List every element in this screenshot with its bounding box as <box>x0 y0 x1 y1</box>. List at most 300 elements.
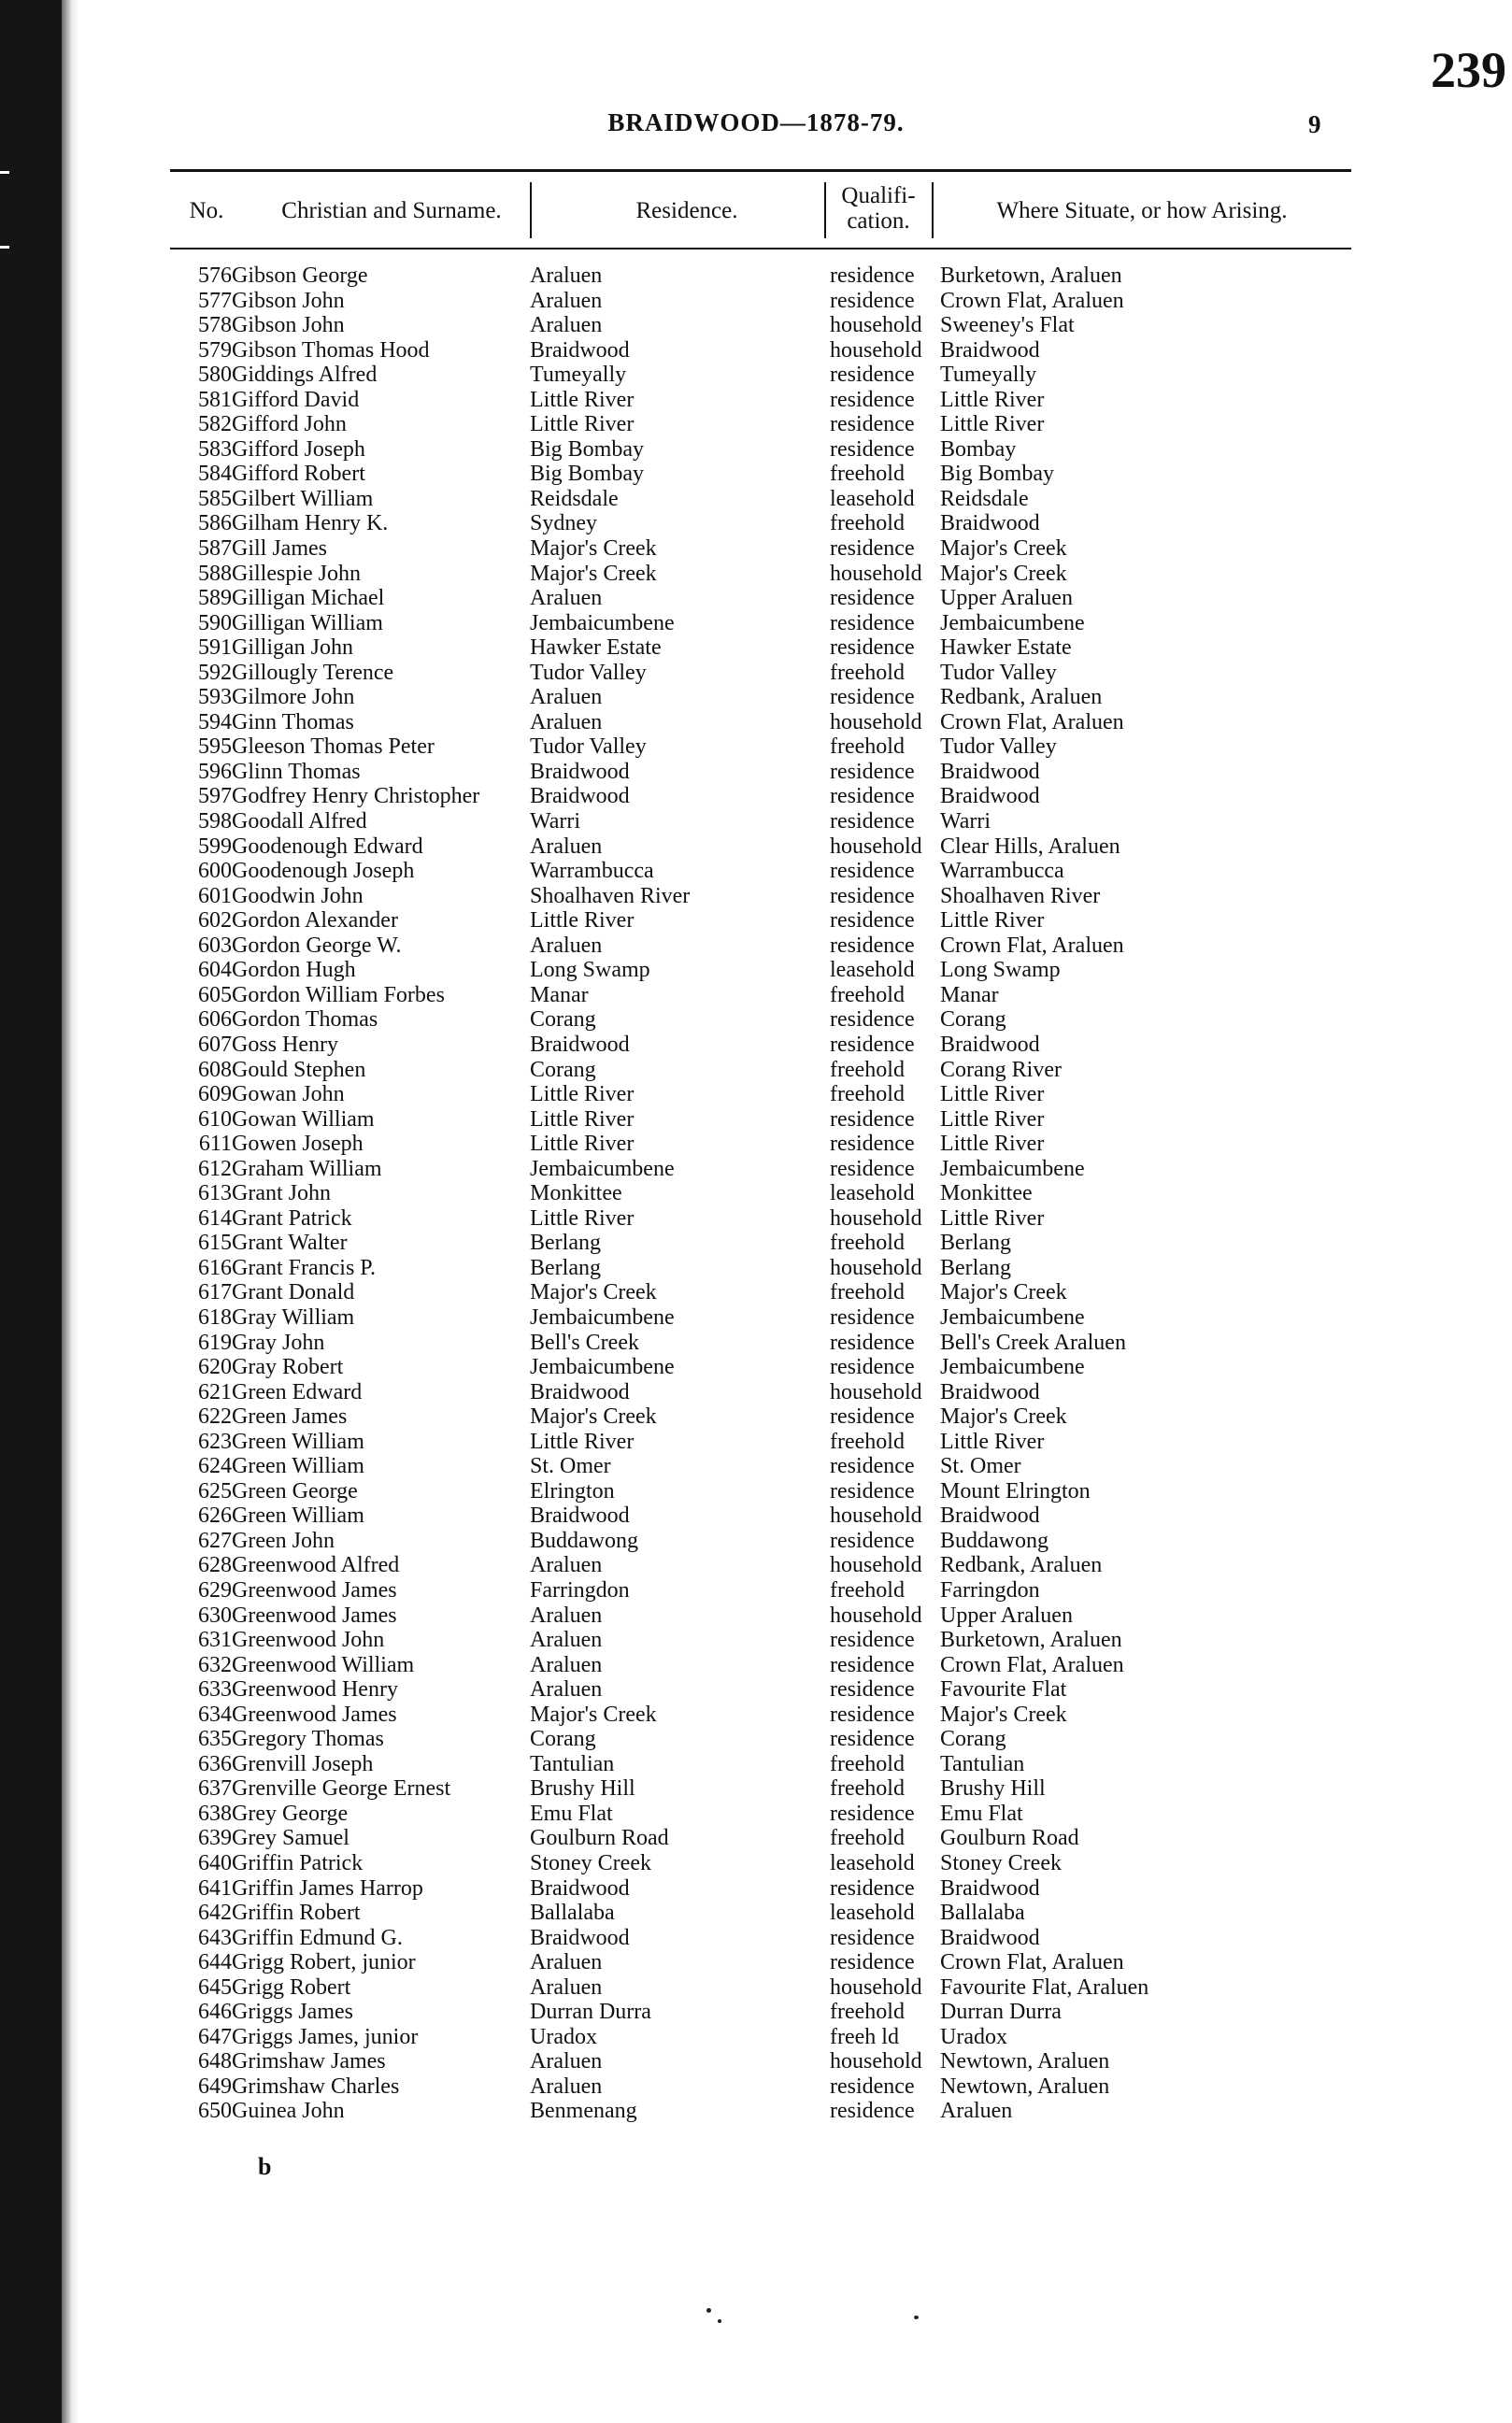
entry-qualification: leasehold <box>830 1181 915 1206</box>
table-row <box>0 1975 1512 2001</box>
entry-residence: Corang <box>530 1057 596 1082</box>
entry-qualification: household <box>830 2049 922 2074</box>
entry-where-situate: Ballalaba <box>940 1901 1025 1926</box>
entry-residence: Tantulian <box>530 1751 615 1776</box>
entry-where-situate: Corang River <box>940 1057 1062 1082</box>
entry-number: 620 <box>198 1355 232 1380</box>
entry-residence: Manar <box>530 982 589 1007</box>
table-row <box>0 487 1512 512</box>
entry-residence: Goulburn Road <box>530 1826 669 1851</box>
entry-qualification: freehold <box>830 2000 905 2025</box>
entry-where-situate: Sweeney's Flat <box>940 313 1075 338</box>
entry-residence: Jembaicumbene <box>530 610 675 635</box>
entry-name: Green William <box>232 1429 364 1454</box>
entry-residence: Jembaicumbene <box>530 1304 675 1330</box>
table-row <box>0 1082 1512 1107</box>
entry-residence: Big Bombay <box>530 436 645 462</box>
table-row <box>0 1653 1512 1678</box>
entry-where-situate: Braidwood <box>940 337 1040 363</box>
entry-qualification: residence <box>830 1330 915 1355</box>
entry-number: 605 <box>198 982 232 1007</box>
entry-name: Gilbert William <box>232 486 374 511</box>
column-divider <box>932 182 934 238</box>
entry-where-situate: Braidwood <box>940 1379 1040 1404</box>
entry-where-situate: Little River <box>940 1429 1045 1454</box>
entry-qualification: freehold <box>830 462 905 487</box>
entry-qualification: freehold <box>830 982 905 1007</box>
entry-residence: Araluen <box>530 2049 603 2074</box>
entry-number: 647 <box>198 2024 232 2049</box>
entry-number: 581 <box>198 387 232 412</box>
table-row <box>0 1926 1512 1951</box>
entry-qualification: residence <box>830 1628 915 1653</box>
table-row <box>0 388 1512 413</box>
entry-name: Glinn Thomas <box>232 759 361 784</box>
entry-qualification: residence <box>830 1404 915 1430</box>
entry-number: 640 <box>198 1851 232 1875</box>
entry-qualification: residence <box>830 1106 915 1132</box>
entry-name: Gilham Henry K. <box>232 511 389 536</box>
table-row <box>0 1628 1512 1653</box>
entry-where-situate: Tudor Valley <box>940 734 1057 760</box>
entry-residence: Buddawong <box>530 1528 638 1553</box>
entry-number: 627 <box>198 1528 232 1553</box>
table-row <box>0 1305 1512 1331</box>
entry-where-situate: Crown Flat, Araluen <box>940 933 1124 958</box>
table-row <box>0 685 1512 710</box>
entry-qualification: residence <box>830 1925 915 1950</box>
entry-name: Grant Patrick <box>232 1205 352 1231</box>
entry-where-situate: Emu Flat <box>940 1801 1023 1826</box>
table-row <box>0 2099 1512 2124</box>
entry-qualification: residence <box>830 288 915 313</box>
table-row <box>0 1479 1512 1504</box>
entry-name: Gilmore John <box>232 685 355 710</box>
entry-name: Grant John <box>232 1181 331 1206</box>
entry-qualification: residence <box>830 933 915 958</box>
entry-residence: Stoney Creek <box>530 1851 651 1875</box>
entry-residence: Tudor Valley <box>530 660 647 685</box>
entry-qualification: leasehold <box>830 958 915 983</box>
entry-residence: Araluen <box>530 1974 603 2000</box>
signature-mark: b <box>258 2153 272 2180</box>
entry-where-situate: Favourite Flat <box>940 1677 1067 1703</box>
entry-residence: Major's Creek <box>530 561 657 586</box>
entry-name: Gray William <box>232 1304 355 1330</box>
entry-name: Gray Robert <box>232 1355 344 1380</box>
entry-where-situate: Warrambucca <box>940 859 1064 884</box>
entry-qualification: residence <box>830 412 915 437</box>
entry-name: Gifford David <box>232 387 360 412</box>
entry-where-situate: Corang <box>940 1007 1006 1033</box>
table-row <box>0 1578 1512 1603</box>
table-row <box>0 1901 1512 1926</box>
table-row <box>0 1802 1512 1827</box>
entry-where-situate: Uradox <box>940 2024 1007 2049</box>
entry-name: Green Edward <box>232 1379 363 1404</box>
entry-where-situate: Burketown, Araluen <box>940 264 1122 288</box>
entry-residence: Little River <box>530 412 635 437</box>
entry-where-situate: Big Bombay <box>940 462 1055 487</box>
entry-residence: Araluen <box>530 264 603 288</box>
table-row <box>0 1331 1512 1356</box>
table-row <box>0 2049 1512 2074</box>
entry-qualification: freehold <box>830 1826 905 1851</box>
entry-where-situate: St. Omer <box>940 1454 1021 1479</box>
entry-name: Gibson Thomas Hood <box>232 337 430 363</box>
entry-residence: Emu Flat <box>530 1801 613 1826</box>
entry-number: 577 <box>198 288 232 313</box>
table-row <box>0 958 1512 983</box>
entry-number: 610 <box>198 1106 232 1132</box>
entry-number: 632 <box>198 1652 232 1677</box>
entry-number: 588 <box>198 561 232 586</box>
entry-name: Grenvill Joseph <box>232 1751 374 1776</box>
entry-number: 646 <box>198 2000 232 2025</box>
table-row <box>0 1007 1512 1033</box>
entry-residence: Braidwood <box>530 1504 630 1529</box>
entry-name: Grant Donald <box>232 1280 355 1305</box>
entry-residence: Araluen <box>530 685 603 710</box>
entry-number: 634 <box>198 1702 232 1727</box>
entry-name: Grant Francis P. <box>232 1255 376 1280</box>
header-where: Where Situate, or how Arising. <box>996 198 1288 223</box>
entry-residence: Corang <box>530 1727 596 1752</box>
entry-qualification: residence <box>830 1677 915 1703</box>
entry-name: Grigg Robert, junior <box>232 1950 416 1975</box>
entry-name: Gordon William Forbes <box>232 982 445 1007</box>
entry-name: Green George <box>232 1478 358 1504</box>
entry-number: 600 <box>198 859 232 884</box>
entry-qualification: household <box>830 1553 922 1578</box>
entry-number: 644 <box>198 1950 232 1975</box>
entry-name: Gowan John <box>232 1082 345 1107</box>
entry-name: Green James <box>232 1404 348 1430</box>
entry-name: Greenwood James <box>232 1702 397 1727</box>
entry-where-situate: Upper Araluen <box>940 586 1073 611</box>
table-row <box>0 2074 1512 2100</box>
entry-name: Gowen Joseph <box>232 1132 364 1157</box>
entry-qualification: household <box>830 313 922 338</box>
table-row <box>0 437 1512 463</box>
header-qualification: Qualifi- cation. <box>841 183 916 234</box>
entry-residence: Little River <box>530 1082 635 1107</box>
entry-residence: Little River <box>530 1132 635 1157</box>
table-row <box>0 611 1512 636</box>
table-row <box>0 462 1512 487</box>
entry-where-situate: Brushy Hill <box>940 1776 1046 1802</box>
table-row <box>0 2000 1512 2025</box>
entry-residence: Ballalaba <box>530 1901 615 1926</box>
entry-where-situate: Major's Creek <box>940 561 1067 586</box>
header-rule-bottom <box>170 248 1351 249</box>
table-row <box>0 1876 1512 1902</box>
entry-qualification: residence <box>830 1950 915 1975</box>
entry-residence: Durran Durra <box>530 2000 651 2025</box>
entry-number: 617 <box>198 1280 232 1305</box>
entry-qualification: residence <box>830 635 915 661</box>
entry-where-situate: Tudor Valley <box>940 660 1057 685</box>
entry-name: Gilligan William <box>232 610 383 635</box>
entry-number: 586 <box>198 511 232 536</box>
entry-where-situate: Reidsdale <box>940 486 1029 511</box>
entry-residence: Farringdon <box>530 1577 630 1603</box>
entry-number: 630 <box>198 1603 232 1628</box>
entry-where-situate: Braidwood <box>940 1875 1040 1901</box>
entry-qualification: residence <box>830 685 915 710</box>
entry-where-situate: Tumeyally <box>940 363 1037 388</box>
table-row <box>0 1404 1512 1430</box>
entry-qualification: residence <box>830 387 915 412</box>
entry-where-situate: Clear Hills, Araluen <box>940 834 1120 859</box>
table-row <box>0 760 1512 785</box>
entry-qualification: residence <box>830 610 915 635</box>
entry-residence: Warrambucca <box>530 859 654 884</box>
entry-qualification: household <box>830 1504 922 1529</box>
table-row <box>0 2025 1512 2050</box>
entry-number: 636 <box>198 1751 232 1776</box>
table-row <box>0 1776 1512 1802</box>
entry-name: Gordon Alexander <box>232 908 398 934</box>
entry-where-situate: Farringdon <box>940 1577 1040 1603</box>
entry-qualification: residence <box>830 1478 915 1504</box>
entry-residence: Braidwood <box>530 1379 630 1404</box>
entry-number: 590 <box>198 610 232 635</box>
entry-where-situate: Long Swamp <box>940 958 1061 983</box>
entry-name: Gifford Robert <box>232 462 365 487</box>
entry-number: 603 <box>198 933 232 958</box>
print-smudge <box>718 2319 721 2323</box>
entry-number: 589 <box>198 586 232 611</box>
entry-residence: Elrington <box>530 1478 615 1504</box>
table-row <box>0 1107 1512 1133</box>
entry-where-situate: Warri <box>940 809 991 834</box>
entry-residence: Corang <box>530 1007 596 1033</box>
entry-residence: Tudor Valley <box>530 734 647 760</box>
entry-residence: Araluen <box>530 834 603 859</box>
entry-where-situate: Major's Creek <box>940 536 1067 562</box>
entry-name: Goodall Alfred <box>232 809 367 834</box>
entry-residence: Hawker Estate <box>530 635 662 661</box>
header-residence: Residence. <box>635 198 738 223</box>
entry-number: 623 <box>198 1429 232 1454</box>
entry-where-situate: Tantulian <box>940 1751 1025 1776</box>
entry-name: Gibson John <box>232 288 345 313</box>
entry-number: 594 <box>198 709 232 734</box>
entry-residence: Little River <box>530 1429 635 1454</box>
table-row <box>0 710 1512 735</box>
entry-name: Greenwood James <box>232 1603 397 1628</box>
table-row <box>0 264 1512 289</box>
entry-number: 645 <box>198 1974 232 2000</box>
table-row <box>0 1504 1512 1529</box>
entry-qualification: residence <box>830 908 915 934</box>
entry-where-situate: Braidwood <box>940 511 1040 536</box>
table-row <box>0 734 1512 760</box>
entry-qualification: freehold <box>830 1231 905 1256</box>
entry-residence: Braidwood <box>530 1875 630 1901</box>
entry-number: 591 <box>198 635 232 661</box>
entry-residence: Brushy Hill <box>530 1776 635 1802</box>
entry-residence: Braidwood <box>530 784 630 809</box>
entry-name: Guinea John <box>232 2099 345 2124</box>
entry-residence: Shoalhaven River <box>530 883 691 908</box>
table-row <box>0 884 1512 909</box>
entry-qualification: leasehold <box>830 486 915 511</box>
entry-number: 593 <box>198 685 232 710</box>
table-row <box>0 1603 1512 1629</box>
entry-number: 599 <box>198 834 232 859</box>
column-divider <box>530 182 532 238</box>
entry-where-situate: Mount Elrington <box>940 1478 1091 1504</box>
entry-residence: Araluen <box>530 586 603 611</box>
table-row <box>0 809 1512 834</box>
entry-where-situate: Stoney Creek <box>940 1851 1062 1875</box>
entry-qualification: residence <box>830 809 915 834</box>
entry-where-situate: Shoalhaven River <box>940 883 1101 908</box>
table-row <box>0 511 1512 536</box>
entry-residence: Araluen <box>530 709 603 734</box>
entry-name: Gifford Joseph <box>232 436 365 462</box>
entry-name: Gifford John <box>232 412 347 437</box>
entry-qualification: freehold <box>830 511 905 536</box>
entry-where-situate: Little River <box>940 1132 1045 1157</box>
entry-name: Grant Walter <box>232 1231 348 1256</box>
folio-number: 239 <box>1431 42 1506 98</box>
entry-number: 615 <box>198 1231 232 1256</box>
entry-residence: Jembaicumbene <box>530 1156 675 1181</box>
entry-number: 642 <box>198 1901 232 1926</box>
entry-where-situate: Newtown, Araluen <box>940 2074 1110 2099</box>
entry-residence: Braidwood <box>530 1032 630 1057</box>
entry-qualification: residence <box>830 1132 915 1157</box>
entry-qualification: freehold <box>830 1057 905 1082</box>
entry-where-situate: Goulburn Road <box>940 1826 1079 1851</box>
entry-residence: Major's Creek <box>530 1280 657 1305</box>
entry-qualification: freehold <box>830 1082 905 1107</box>
entry-where-situate: Berlang <box>940 1255 1011 1280</box>
header-rule-top <box>170 169 1351 172</box>
entry-residence: Araluen <box>530 1603 603 1628</box>
entry-number: 583 <box>198 436 232 462</box>
table-row <box>0 1851 1512 1876</box>
table-row <box>0 1703 1512 1728</box>
print-smudge <box>706 2308 711 2313</box>
entry-number: 626 <box>198 1504 232 1529</box>
entry-residence: Big Bombay <box>530 462 645 487</box>
entry-qualification: household <box>830 834 922 859</box>
entry-where-situate: Buddawong <box>940 1528 1048 1553</box>
entry-where-situate: Jembaicumbene <box>940 610 1085 635</box>
entry-qualification: leasehold <box>830 1851 915 1875</box>
entry-number: 614 <box>198 1205 232 1231</box>
table-row <box>0 313 1512 338</box>
entry-residence: Major's Creek <box>530 1702 657 1727</box>
entry-residence: Warri <box>530 809 581 834</box>
entry-residence: Berlang <box>530 1231 601 1256</box>
entry-name: Grenville George Ernest <box>232 1776 451 1802</box>
entry-where-situate: Braidwood <box>940 784 1040 809</box>
print-smudge <box>914 2316 919 2319</box>
table-row <box>0 1058 1512 1083</box>
entry-number: 622 <box>198 1404 232 1430</box>
entry-number: 585 <box>198 486 232 511</box>
margin-mark <box>0 246 9 249</box>
entry-where-situate: Braidwood <box>940 1032 1040 1057</box>
entry-name: Goodenough Joseph <box>232 859 415 884</box>
entry-number: 629 <box>198 1577 232 1603</box>
entry-number: 579 <box>198 337 232 363</box>
entry-number: 596 <box>198 759 232 784</box>
entry-qualification: household <box>830 1205 922 1231</box>
entry-number: 649 <box>198 2074 232 2099</box>
entry-name: Grey George <box>232 1801 349 1826</box>
entry-where-situate: Little River <box>940 1106 1045 1132</box>
entry-name: Greenwood James <box>232 1577 397 1603</box>
entry-number: 606 <box>198 1007 232 1033</box>
table-row <box>0 934 1512 959</box>
entry-residence: Little River <box>530 1205 635 1231</box>
entry-where-situate: Monkittee <box>940 1181 1033 1206</box>
table-row <box>0 1157 1512 1182</box>
table-row <box>0 1727 1512 1752</box>
entry-number: 618 <box>198 1304 232 1330</box>
entry-where-situate: Burketown, Araluen <box>940 1628 1122 1653</box>
table-row <box>0 1553 1512 1578</box>
entry-name: Gillespie John <box>232 561 361 586</box>
entry-where-situate: Manar <box>940 982 999 1007</box>
entry-residence: Little River <box>530 387 635 412</box>
entry-number: 607 <box>198 1032 232 1057</box>
entry-number: 595 <box>198 734 232 760</box>
table-row <box>0 536 1512 562</box>
entry-residence: Braidwood <box>530 337 630 363</box>
entry-where-situate: Jembaicumbene <box>940 1304 1085 1330</box>
entry-where-situate: Newtown, Araluen <box>940 2049 1110 2074</box>
table-row <box>0 1529 1512 1554</box>
entry-residence: Little River <box>530 1106 635 1132</box>
table-row <box>0 412 1512 437</box>
table-row <box>0 1231 1512 1256</box>
running-head: BRAIDWOOD—1878-79. <box>607 108 905 136</box>
entry-name: Greenwood Henry <box>232 1677 398 1703</box>
entry-where-situate: Hawker Estate <box>940 635 1072 661</box>
entry-qualification: residence <box>830 1032 915 1057</box>
entry-qualification: household <box>830 337 922 363</box>
entry-qualification: residence <box>830 1355 915 1380</box>
entry-where-situate: Bell's Creek Araluen <box>940 1330 1126 1355</box>
entry-where-situate: Bombay <box>940 436 1017 462</box>
entry-qualification: leasehold <box>830 1901 915 1926</box>
entry-number: 643 <box>198 1925 232 1950</box>
entry-number: 638 <box>198 1801 232 1826</box>
entry-where-situate: Little River <box>940 908 1045 934</box>
entry-name: Grimshaw Charles <box>232 2074 400 2099</box>
entry-where-situate: Braidwood <box>940 1504 1040 1529</box>
entry-qualification: freehold <box>830 1751 905 1776</box>
entry-where-situate: Crown Flat, Araluen <box>940 1950 1124 1975</box>
entry-number: 608 <box>198 1057 232 1082</box>
entry-where-situate: Crown Flat, Araluen <box>940 1652 1124 1677</box>
entry-name: Greenwood William <box>232 1652 415 1677</box>
margin-mark <box>0 171 9 174</box>
entry-number: 576 <box>198 264 232 288</box>
table-row <box>0 859 1512 884</box>
electoral-roll-list <box>0 264 1512 2124</box>
table-row <box>0 635 1512 661</box>
entry-number: 648 <box>198 2049 232 2074</box>
entry-number: 628 <box>198 1553 232 1578</box>
